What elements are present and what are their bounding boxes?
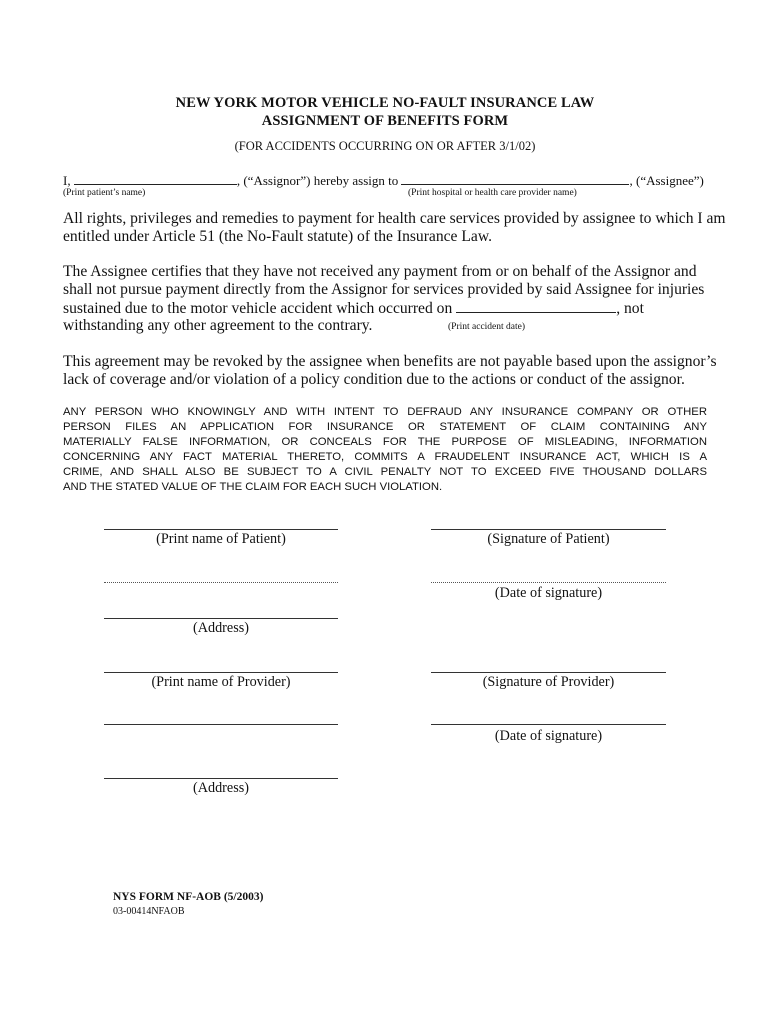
fraud-warning-line: PERSON FILES AN APPLICATION FOR INSURANCE OR STATEMENT OF CLAIM CONTAINING ANY (63, 421, 707, 434)
provider-signature-line[interactable] (431, 672, 666, 673)
paragraph-2-line-2: shall not pursue payment directly from the Assignor for services provided by said Assignee for injuries (63, 281, 705, 298)
patient-address-label: (Address) (193, 620, 249, 636)
patient-date-line[interactable] (431, 582, 666, 583)
accident-sentence-end: , not (616, 300, 644, 317)
provider-extra-line[interactable] (104, 724, 338, 725)
assignor-text: , (“Assignor”) hereby assign to (236, 173, 399, 188)
provider-address-line[interactable] (104, 778, 338, 779)
form-title-line-1: NEW YORK MOTOR VEHICLE NO-FAULT INSURANCE LAW (175, 95, 595, 111)
provider-name-field[interactable] (401, 172, 629, 185)
provider-name-line[interactable] (104, 672, 338, 673)
provider-name-caption: (Print hospital or health care provider name) (408, 188, 577, 198)
fraud-warning-line: ANY PERSON WHO KNOWINGLY AND WITH INTENT TO DEFRAUD ANY INSURANCE COMPANY OR OTHER (63, 406, 707, 418)
fraud-warning (63, 405, 707, 496)
fraud-warning-line: CRIME, AND SHALL ALSO BE SUBJECT TO A CIVIL PENALTY NOT TO EXCEED FIVE THOUSAND DOLLARS (63, 466, 707, 479)
paragraph-1-line-1: All rights, privileges and remedies to payment for health care services provided by assignee to which I am (63, 210, 726, 227)
paragraph-3-line-1: This agreement may be revoked by the assignee when benefits are not payable based upon the assignor’s (63, 353, 717, 370)
accident-date-field[interactable] (456, 299, 616, 313)
fraud-warning-line: AND THE STATED VALUE OF THE CLAIM FOR EACH SUCH VIOLATION. (63, 481, 443, 494)
paragraph-2-line-1: The Assignee certifies that they have not received any payment from or on behalf of the Assignor and (63, 263, 697, 280)
paragraph-2-line-3 (63, 299, 644, 319)
accident-date-caption: (Print accident date) (448, 322, 526, 332)
provider-date-line[interactable] (431, 724, 666, 725)
form-title-line-2: ASSIGNMENT OF BENEFITS FORM (261, 113, 509, 129)
assignment-prefix: I, (63, 173, 71, 188)
form-id: NYS FORM NF-AOB (5/2003) (113, 891, 264, 903)
provider-signature-label: (Signature of Provider) (482, 674, 615, 690)
patient-address-line[interactable] (104, 618, 338, 619)
patient-signature-label: (Signature of Patient) (487, 531, 610, 547)
assignment-line (63, 172, 713, 189)
form-subtitle: (FOR ACCIDENTS OCCURRING ON OR AFTER 3/1/02) (234, 139, 536, 153)
patient-name-line[interactable] (104, 529, 338, 530)
accident-sentence: sustained due to the motor vehicle accident which occurred on (63, 300, 453, 317)
patient-signature-line[interactable] (431, 529, 666, 530)
paragraph-3-line-2: lack of coverage and/or violation of a policy condition due to the actions or conduct of the assignor. (63, 371, 685, 388)
paragraph-1-line-2: entitled under Article 51 (the No-Fault statute) of the Insurance Law. (63, 228, 492, 245)
fraud-warning-line: MATERIALLY FALSE INFORMATION, OR CONCEALS FOR THE PURPOSE OF MISLEADING, INFORMATION (63, 436, 707, 449)
provider-address-label: (Address) (193, 780, 249, 796)
patient-name-caption: (Print patient’s name) (63, 188, 146, 198)
patient-name-label: (Print name of Patient) (156, 531, 286, 547)
patient-extra-line[interactable] (104, 582, 338, 583)
patient-name-field[interactable] (74, 172, 237, 185)
assignee-text: , (“Assignee”) (629, 173, 704, 188)
paragraph-2-line-4: withstanding any other agreement to the contrary. (63, 317, 373, 334)
provider-name-label: (Print name of Provider) (151, 674, 291, 690)
form-code: 03-00414NFAOB (113, 906, 185, 917)
provider-date-label: (Date of signature) (494, 728, 603, 744)
fraud-warning-line: CONCERNING ANY FACT MATERIAL THERETO, COMMITS A FRAUDELENT INSURANCE ACT, WHICH IS A (63, 451, 707, 464)
patient-date-label: (Date of signature) (494, 585, 603, 601)
